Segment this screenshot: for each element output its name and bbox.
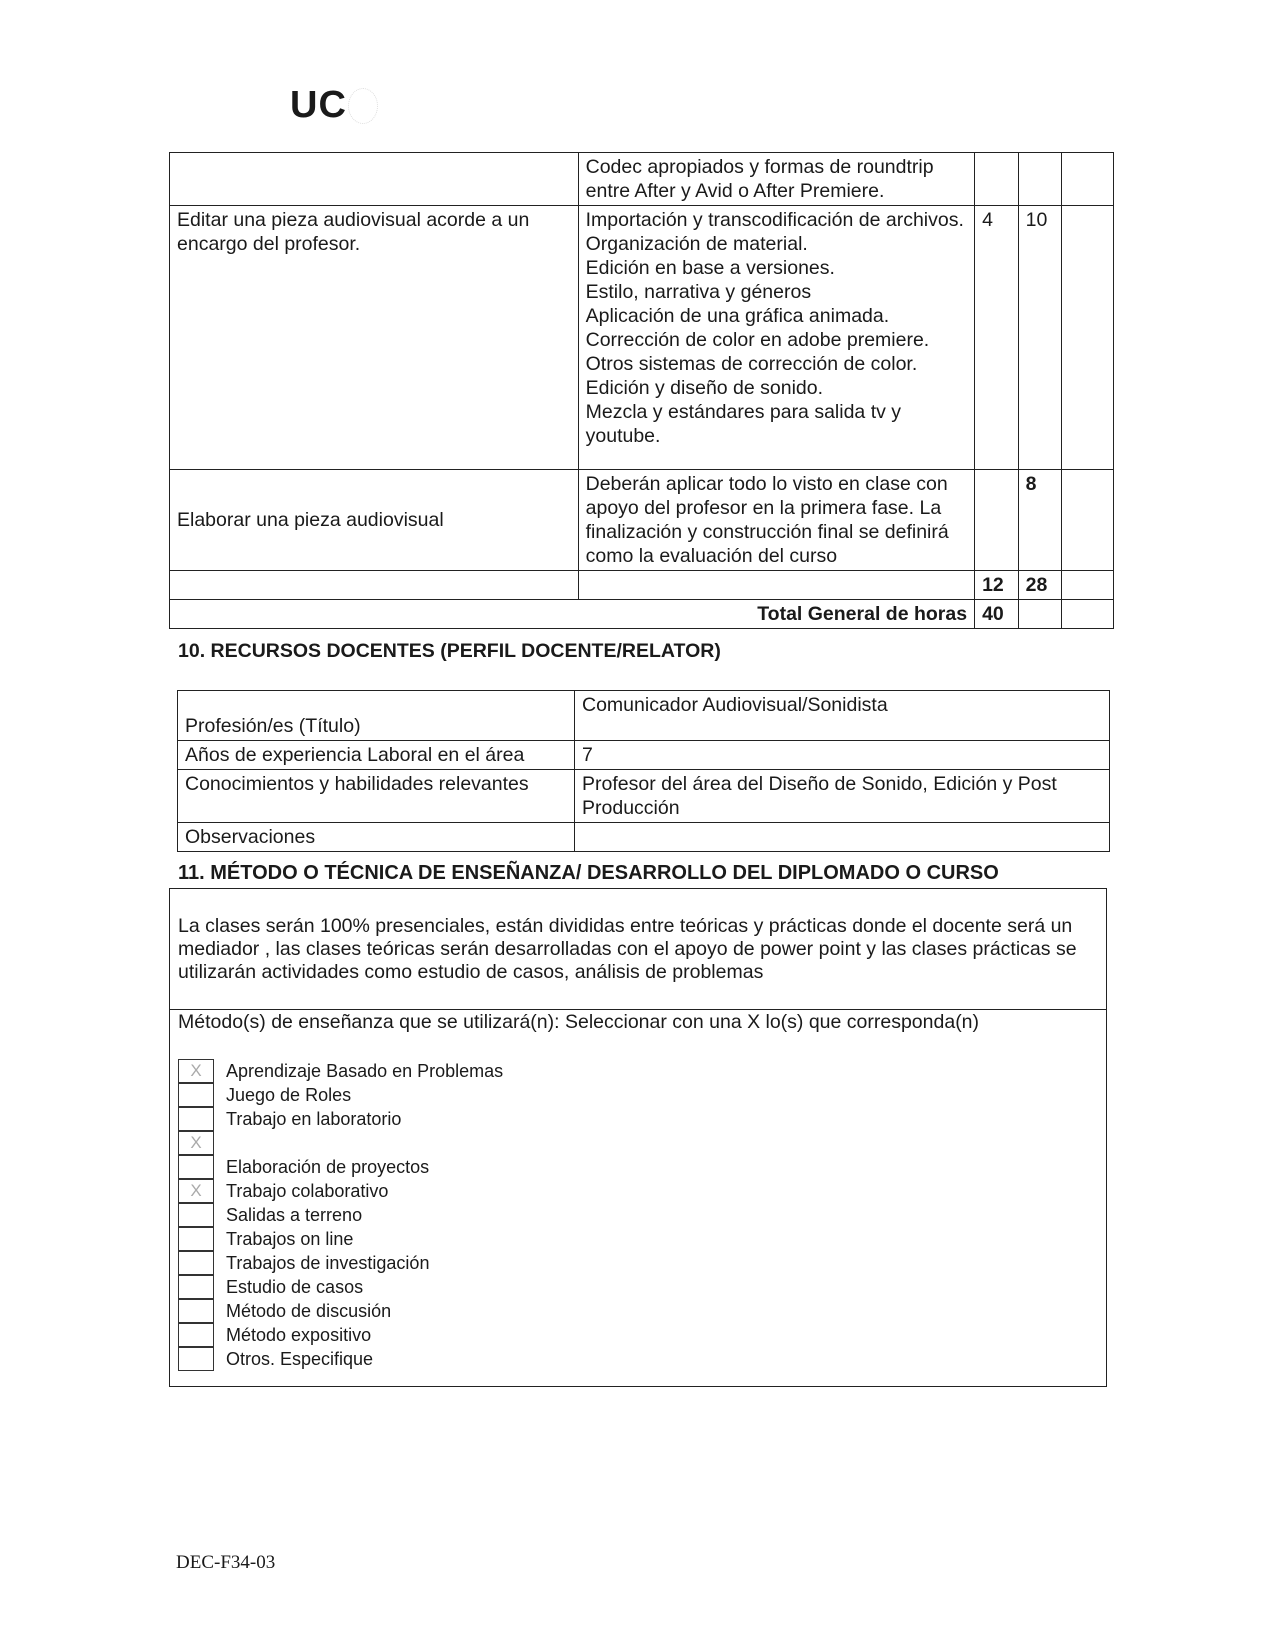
method-checkbox[interactable] bbox=[178, 1299, 214, 1323]
resource-key: Observaciones bbox=[178, 823, 575, 852]
uc-logo: UC bbox=[290, 84, 347, 126]
method-checkbox[interactable]: X bbox=[178, 1059, 214, 1083]
method-item bbox=[170, 1203, 770, 1227]
subtotal-cell: 12 bbox=[975, 571, 1019, 600]
method-checkbox[interactable] bbox=[178, 1251, 214, 1275]
method-checkbox[interactable] bbox=[178, 1275, 214, 1299]
objective-cell: Elaborar una pieza audiovisual bbox=[170, 470, 579, 571]
method-item bbox=[170, 1299, 770, 1323]
content-line: Edición en base a versiones. bbox=[585, 257, 835, 279]
resource-key: Profesión/es (Título) bbox=[178, 691, 575, 741]
resource-value: Comunicador Audiovisual/Sonidista bbox=[575, 691, 1110, 741]
method-checkbox[interactable] bbox=[178, 1323, 214, 1347]
method-checkbox[interactable] bbox=[178, 1203, 214, 1227]
table-row bbox=[170, 470, 1114, 571]
content-line: Otros sistemas de corrección de color. bbox=[585, 353, 918, 375]
method-description: La clases serán 100% presenciales, están divididas entre teóricas y prácticas donde el docente será un mediador , las clases teóricas serán desarrolladas con el apoyo de power point y las clases prácticas se utilizarán actividades como estudio de casos, análisis de problemas bbox=[178, 915, 1077, 983]
method-item bbox=[170, 1155, 770, 1179]
table-row bbox=[170, 206, 1114, 470]
method-label: Trabajos de investigación bbox=[226, 1253, 430, 1273]
subtotal-cell: 28 bbox=[1018, 571, 1062, 600]
method-label: Método de discusión bbox=[226, 1301, 392, 1321]
hours-cell bbox=[1062, 153, 1114, 206]
seal-icon bbox=[348, 88, 378, 124]
empty-cell bbox=[1062, 571, 1114, 600]
empty-cell bbox=[1018, 600, 1062, 629]
hours-cell: 4 bbox=[975, 206, 1019, 470]
method-item bbox=[170, 1083, 770, 1107]
resource-value: Profesor del área del Diseño de Sonido, Edición y Post Producción bbox=[575, 770, 1110, 823]
content-line: Corrección de color en adobe premiere. bbox=[585, 329, 930, 351]
hours-cell bbox=[1062, 470, 1114, 571]
method-label: Otros. Especifique bbox=[226, 1349, 374, 1369]
divider bbox=[170, 1009, 1106, 1010]
method-label: Trabajo en laboratorio bbox=[226, 1109, 402, 1129]
method-label: Aprendizaje Basado en Problemas bbox=[226, 1061, 504, 1081]
resource-value: 7 bbox=[575, 741, 1110, 770]
method-checkbox[interactable] bbox=[178, 1155, 214, 1179]
empty-cell bbox=[1062, 600, 1114, 629]
section-11-title: 11. MÉTODO O TÉCNICA DE ENSEÑANZA/ DESARROLLO DEL DIPLOMADO O CURSO bbox=[178, 862, 999, 884]
method-checkbox[interactable] bbox=[178, 1107, 214, 1131]
objective-cell: Editar una pieza audiovisual acorde a un encargo del profesor. bbox=[170, 206, 579, 470]
hours-cell bbox=[975, 470, 1019, 571]
empty-cell bbox=[578, 571, 974, 600]
subtotal-row bbox=[170, 571, 1114, 600]
method-item bbox=[170, 1227, 770, 1251]
section-10-title: 10. RECURSOS DOCENTES (PERFIL DOCENTE/RELATOR) bbox=[178, 640, 721, 662]
content-line: Importación y transcodificación de archivos. bbox=[585, 209, 964, 231]
method-instruction: Método(s) de enseñanza que se utilizará(n): Seleccionar con una X lo(s) que corresponda(n) bbox=[178, 1011, 980, 1033]
method-label: Trabajo colaborativo bbox=[226, 1181, 389, 1201]
method-label: Salidas a terreno bbox=[226, 1205, 363, 1225]
table-row bbox=[178, 741, 1110, 770]
activities-table bbox=[169, 152, 1114, 629]
resource-key: Conocimientos y habilidades relevantes bbox=[178, 770, 575, 823]
content-line: Organización de material. bbox=[585, 233, 808, 255]
content-line: Edición y diseño de sonido. bbox=[585, 377, 824, 399]
resource-value bbox=[575, 823, 1110, 852]
content-line: Mezcla y estándares para salida tv y youtube. bbox=[585, 401, 902, 447]
content-cell bbox=[578, 153, 974, 206]
hours-cell: 8 bbox=[1018, 470, 1062, 571]
content-line: entre After y Avid o After Premiere. bbox=[585, 180, 885, 202]
objective-cell bbox=[170, 153, 579, 206]
method-label: Método expositivo bbox=[226, 1325, 372, 1345]
method-label: Estudio de casos bbox=[226, 1277, 364, 1297]
method-checkbox[interactable] bbox=[178, 1227, 214, 1251]
method-checkbox[interactable]: X bbox=[178, 1131, 214, 1155]
hours-cell bbox=[1018, 153, 1062, 206]
method-item bbox=[170, 1323, 770, 1347]
method-item bbox=[170, 1131, 770, 1155]
method-label: Juego de Roles bbox=[226, 1085, 352, 1105]
method-item bbox=[170, 1275, 770, 1299]
teacher-resources-table bbox=[177, 690, 1110, 852]
method-item bbox=[170, 1059, 770, 1083]
content-line: Estilo, narrativa y géneros bbox=[585, 281, 812, 303]
empty-cell bbox=[170, 571, 579, 600]
method-item bbox=[170, 1251, 770, 1275]
method-label: Trabajos on line bbox=[226, 1229, 354, 1249]
table-row bbox=[178, 823, 1110, 852]
total-row bbox=[170, 600, 1114, 629]
method-checkbox[interactable] bbox=[178, 1083, 214, 1107]
content-line: Aplicación de una gráfica animada. bbox=[585, 305, 890, 327]
content-line: Codec apropiados y formas de roundtrip bbox=[585, 156, 934, 178]
resource-key: Años de experiencia Laboral en el área bbox=[178, 741, 575, 770]
teaching-method-box bbox=[169, 888, 1107, 1387]
method-item bbox=[170, 1107, 770, 1131]
method-item bbox=[170, 1347, 770, 1371]
content-cell bbox=[578, 206, 974, 470]
content-cell: Deberán aplicar todo lo visto en clase con apoyo del profesor en la primera fase. La finalización y construcción final se definirá como la evaluación del curso bbox=[578, 470, 974, 571]
table-row bbox=[170, 153, 1114, 206]
total-value: 40 bbox=[975, 600, 1019, 629]
hours-cell: 10 bbox=[1018, 206, 1062, 470]
document-code: DEC-F34-03 bbox=[176, 1552, 276, 1573]
hours-cell bbox=[1062, 206, 1114, 470]
method-label: Elaboración de proyectos bbox=[226, 1157, 430, 1177]
total-label: Total General de horas bbox=[170, 600, 975, 629]
hours-cell bbox=[975, 153, 1019, 206]
method-checkbox[interactable] bbox=[178, 1347, 214, 1371]
table-row bbox=[178, 770, 1110, 823]
table-row bbox=[178, 691, 1110, 741]
method-item bbox=[170, 1179, 770, 1203]
method-checkbox[interactable]: X bbox=[178, 1179, 214, 1203]
